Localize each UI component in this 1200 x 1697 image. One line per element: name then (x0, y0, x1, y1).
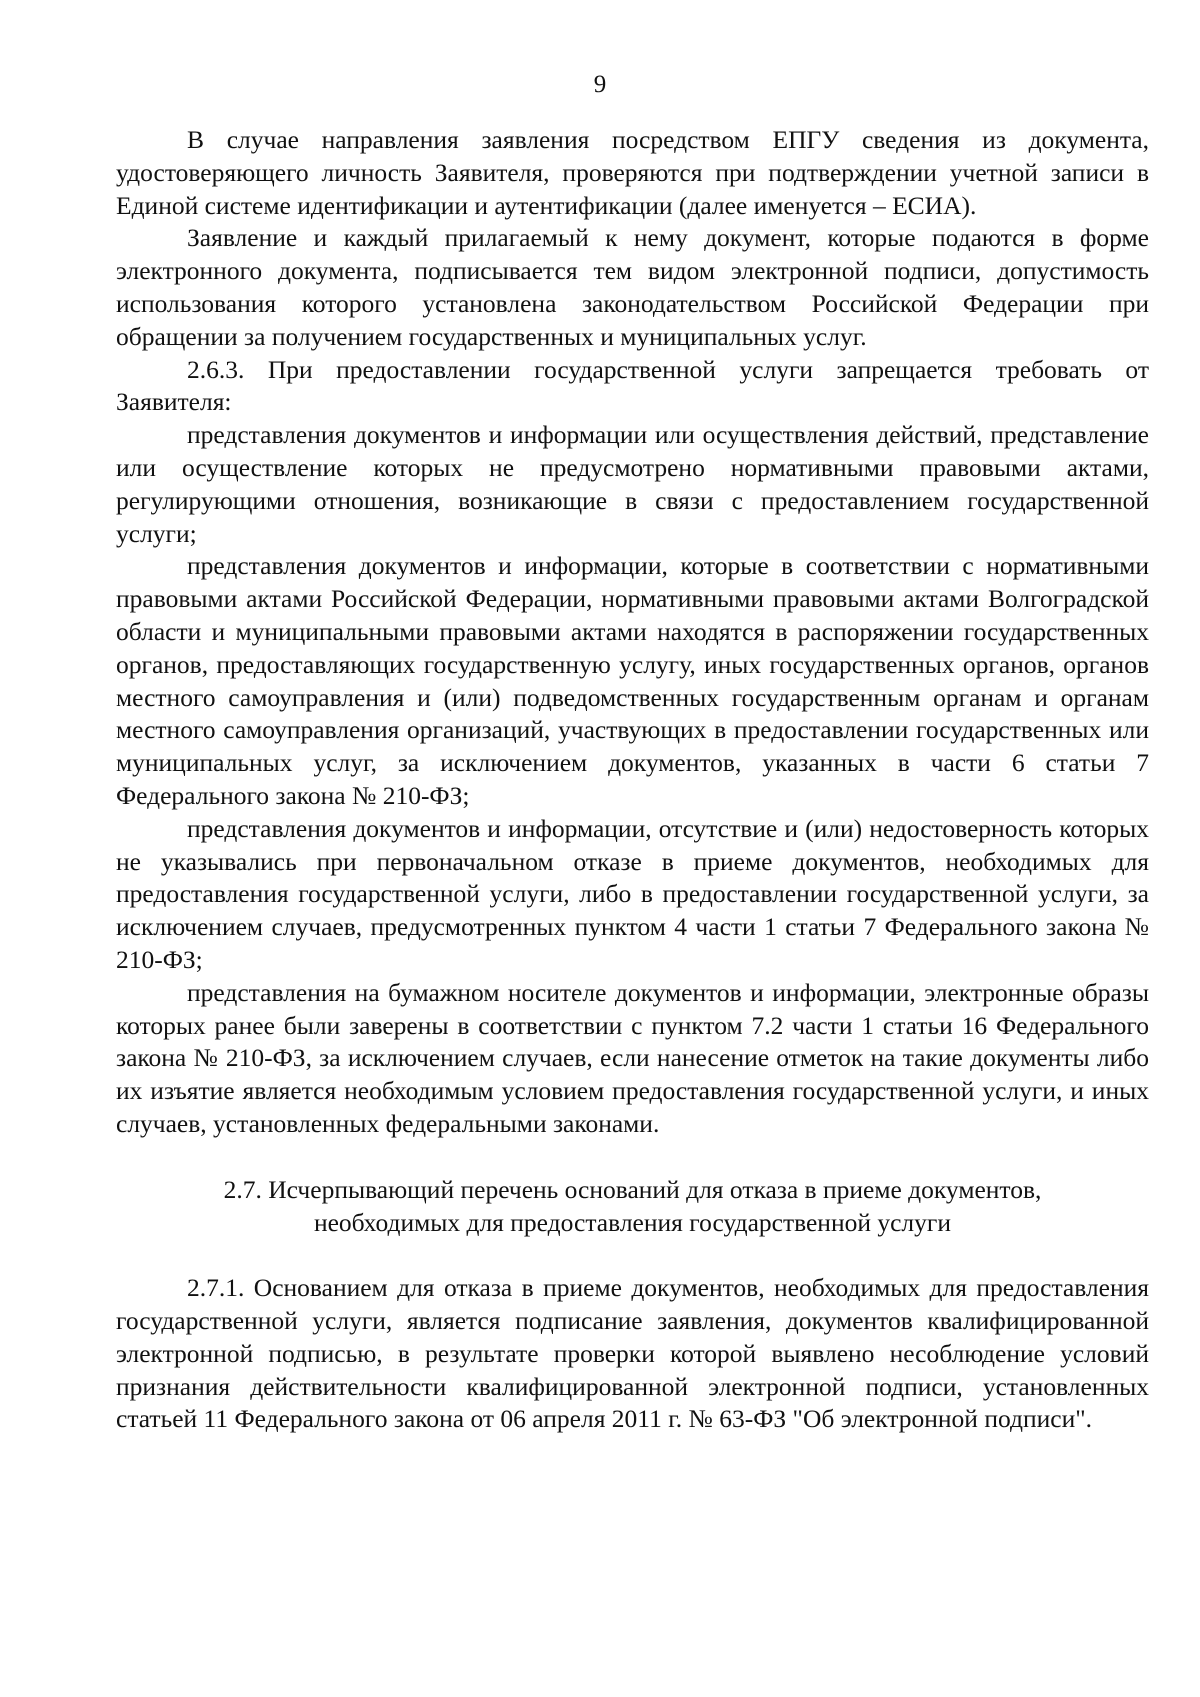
paragraph-electronic-signature: Заявление и каждый прилагаемый к нему документ, которые подаются в форме электронного документа, подписывается тем видом электронной подписи, допустимость использования которого установлена законодательством Российской Федерации при обращении за получением государственных и муниципальных услуг. (116, 223, 1149, 351)
paragraph-epgu-verification: В случае направления заявления посредством ЕПГУ сведения из документа, удостоверяющего личность Заявителя, проверяются при подтверждении учетной записи в Единой системе идентификации и аутентификации (далее именуется – ЕСИА). (116, 125, 1149, 220)
section-heading-line-2: необходимых для предоставления государственной услуги (313, 1207, 952, 1237)
paragraph-prohibition-4: представления на бумажном носителе документов и информации, электронные образы которых ранее были заверены в соответствии с пунктом 7.2 части 1 статьи 16 Федерального закона № 210-ФЗ, за исключением случаев, если нанесение отметок на такие документы либо их изъятие является необходимым условием предоставления государственной услуги, и иных случаев, установленных федеральными законами. (116, 977, 1149, 1138)
paragraph-2-6-3: 2.6.3. При предоставлении государственной услуги запрещается требовать от Заявителя: (116, 354, 1149, 417)
section-heading-2-7 (116, 1174, 1149, 1240)
paragraph-prohibition-2: представления документов и информации, которые в соответствии с нормативными правовыми актами Российской Федерации, нормативными правовыми актами Волгоградской области и муниципальными правовыми актами находятся в распоряжении государственных органов, предоставляющих государственную услугу, иных государственных органов, органов местного самоуправления и (или) подведомственных государственным органам и органам местного самоуправления организаций, участвующих в предоставлении государственных или муниципальных услуг, за исключением документов, указанных в части 6 статьи 7 Федерального закона № 210-ФЗ; (116, 551, 1149, 810)
paragraph-prohibition-3: представления документов и информации, отсутствие и (или) недостоверность которых не указывались при первоначальном отказе в приеме документов, необходимых для предоставления государственной услуги, либо в предоставлении государственной услуги, за исключением случаев, предусмотренных пунктом 4 части 1 статьи 7 Федерального закона № 210-ФЗ; (116, 813, 1149, 974)
paragraph-prohibition-1: представления документов и информации или осуществления действий, представление или осуществление которых не предусмотрено нормативными правовыми актами, регулирующими отношения, возникающие в связи с предоставлением государственной услуги; (116, 420, 1149, 548)
document-body (116, 124, 1149, 1436)
page-number: 9 (593, 71, 607, 98)
section-heading-line-1: 2.7. Исчерпывающий перечень оснований для отказа в приеме документов, (223, 1174, 1042, 1204)
paragraph-2-7-1: 2.7.1. Основанием для отказа в приеме документов, необходимых для предоставления государственной услуги, является подписание заявления, документов квалифицированной электронной подписью, в результате проверки которой выявлено несоблюдение условий признания действительности квалифицированной электронной подписи, установленных статьей 11 Федерального закона от 06 апреля 2011 г. № 63-ФЗ "Об электронной подписи". (116, 1273, 1149, 1434)
